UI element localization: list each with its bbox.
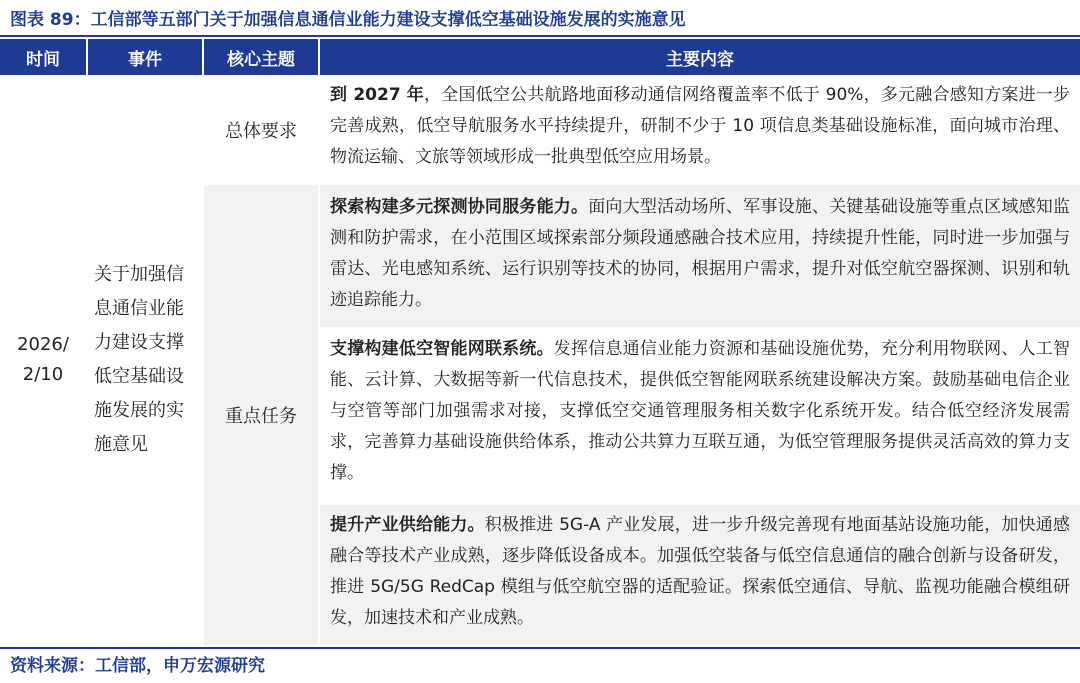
content-row-1-text: ，全国低空公共航路地面移动通信网络覆盖率不低于 90%，多元融合感知方案进一步完善成熟，低空导航服务水平持续提升，研制不少于 10 项信息类基础设施标准，面向城市治理、物流运输、文旅等领域形成一批典型低空应用场景。 [330, 85, 1071, 167]
topic-key-tasks: 重点任务 [204, 185, 318, 645]
content-row-3-text: 发挥信息通信业能力资源和基础设施优势，充分利用物联网、人工智能、云计算、大数据等新一代信息技术，提供低空智能网联系统建设解决方案。鼓励基础电信企业与空管等部门加强需求对接，支撑低空交通管理服务相关数字化系统开发。结合低空经济发展需求，完善算力基础设施供给体系，推动公共算力互联互通，为低空管理服务提供灵活高效的算力支撑。 [330, 339, 1071, 483]
source-note: 资料来源：工信部，申万宏源研究 [10, 656, 265, 676]
header-topic: 核心主题 [204, 39, 318, 75]
header-event: 事件 [88, 39, 202, 75]
time-value: 2026/2/10 [17, 334, 69, 385]
content-row-2-lead: 探索构建多元探测协同服务能力。 [330, 197, 589, 217]
content-row-1 [330, 80, 1070, 182]
content-row-2-text: 面向大型活动场所、军事设施、关键基础设施等重点区域感知监测和防护需求，在小范围区域探索部分频段通感融合技术应用，持续提升性能，同时进一步加强与雷达、光电感知系统、运行识别等技术的协同，根据用户需求，提升对低空航空器探测、识别和轨迹追踪能力。 [330, 197, 1071, 310]
cell-time [0, 75, 86, 645]
cell-event [88, 75, 202, 645]
content-row-2 [330, 192, 1070, 324]
content-row-3 [330, 334, 1070, 502]
title-divider [0, 35, 1080, 37]
header-content: 主要内容 [320, 39, 1080, 75]
event-value: 关于加强信息通信业能力建设支撑低空基础设施发展的实施意见 [94, 264, 184, 455]
content-row-1-lead: 到 2027 年 [330, 85, 425, 105]
content-row-4-text: 积极推进 5G-A 产业发展，进一步升级完善现有地面基站设施功能，加快通感融合等技术产业成熟，逐步降低设备成本。加强低空装备与低空信息通信的融合创新与设备研发，推进 5G/5G RedCap 模组与低空航空器的适配验证。探索低空通信、导航、监视功能融合模组研发，加速技术和产业成熟。 [330, 515, 1071, 628]
header-time: 时间 [0, 39, 86, 75]
bottom-divider [0, 647, 1080, 649]
figure-title: 图表 89：工信部等五部门关于加强信息通信业能力建设支撑低空基础设施发展的实施意见 [10, 10, 686, 30]
content-row-4-lead: 提升产业供给能力。 [330, 515, 485, 535]
topic-general-requirements: 总体要求 [204, 75, 318, 185]
content-row-4 [330, 510, 1070, 640]
content-row-3-lead: 支撑构建低空智能网联系统。 [330, 339, 554, 359]
